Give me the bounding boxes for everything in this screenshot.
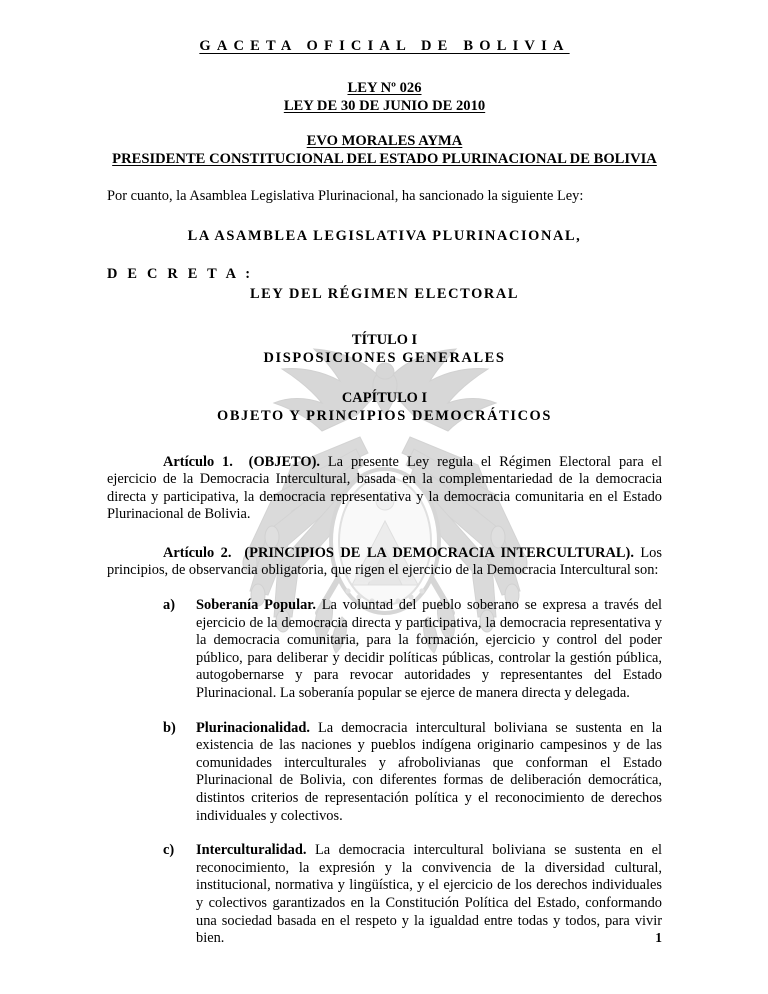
titulo-heading-group: [107, 331, 662, 368]
articulo-2-label: Artículo 2.: [163, 544, 232, 561]
list-item-marker: c): [163, 842, 175, 859]
capitulo-number: CAPÍTULO I: [341, 389, 428, 406]
list-item-marker: b): [163, 719, 176, 736]
president-name: EVO MORALES AYMA: [306, 133, 463, 149]
capitulo-name: OBJETO Y PRINCIPIOS DEMOCRÁTICOS: [217, 408, 552, 424]
masthead-title: GACETA OFICIAL DE BOLIVIA: [199, 38, 570, 54]
list-item-term: Interculturalidad.: [196, 842, 307, 859]
list-item-term: Plurinacionalidad.: [196, 719, 310, 736]
list-item-marker: a): [163, 597, 175, 614]
articulo-1-heading: (OBJETO).: [248, 453, 320, 470]
list-item-text: La voluntad del pueblo soberano se expresa a través del ejercicio de la democracia directa y participativa, la democracia representativa y la democracia comunitaria, para la formación, ejercicio y control del poder público, para deliberar y decidir políticas públicas, controlar la gestión pública, autogobernarse y para revocar autoridades y representantes del Estado Plurinacional. La soberanía popular se ejerce de manera directa y delegada.: [196, 597, 663, 702]
titulo-number: TÍTULO I: [351, 331, 418, 348]
list-item-text: La democracia intercultural boliviana se sustenta en la existencia de las naciones y pueblos indígena originario campesinos y de las comunidades interculturales y afrobolivianas que conforman el Estado Plurinacional de Bolivia, con diferentes formas de deliberación democrática, distintos criterios de representación política y el reconocimiento de derechos individuales y colectivos.: [196, 719, 662, 824]
decreta-row: [107, 266, 662, 286]
list-item: [107, 597, 662, 703]
law-name-heading: LEY DEL RÉGIMEN ELECTORAL: [249, 285, 520, 302]
law-title-block: [107, 79, 662, 168]
assembly-heading: LA ASAMBLEA LEGISLATIVA PLURINACIONAL,: [187, 227, 582, 244]
list-item-term: Soberanía Popular.: [196, 597, 316, 614]
articulo-1-paragraph: [107, 454, 662, 524]
page-number: 1: [655, 930, 662, 945]
law-number: LEY Nº 026: [347, 80, 422, 96]
president-title: PRESIDENTE CONSTITUCIONAL DEL ESTADO PLURINACIONAL DE BOLIVIA: [112, 151, 657, 167]
list-item: [107, 842, 662, 948]
articulo-2-heading: (PRINCIPIOS DE LA DEMOCRACIA INTERCULTURAL).: [244, 544, 634, 561]
articulo-2-paragraph: [107, 545, 662, 580]
articulo-1-body: La presente Ley regula el Régimen Electoral para el ejercicio de la Democracia Intercultural, basada en la complementariedad de la democracia directa y participativa, la democracia representativa y la democracia comunitaria en el Estado Plurinacional de Bolivia.: [107, 453, 662, 523]
list-item-text: La democracia intercultural boliviana se sustenta en el reconocimiento, la expresión y la convivencia de la diversidad cultural, institucional, normativa y lingüística, y el ejercicio de los derechos individuales y colectivos garantizados en la Constitución Política del Estado, conformando una sociedad basada en el respeto y la igualdad entre todas y todos, para vivir bien.: [196, 842, 662, 947]
decreta-label: D E C R E T A :: [107, 265, 254, 282]
principles-list: [107, 597, 662, 948]
titulo-name: DISPOSICIONES GENERALES: [263, 350, 506, 366]
law-date: LEY DE 30 DE JUNIO DE 2010: [283, 98, 486, 114]
articulo-1-label: Artículo 1.: [163, 453, 233, 470]
articulo-2-body: Los principios, de observancia obligatoria, que rigen el ejercicio de la Democracia Intercultural son:: [107, 544, 662, 579]
list-item: [107, 720, 662, 826]
document-content: [107, 0, 662, 948]
capitulo-heading-group: [107, 389, 662, 426]
por-cuanto-paragraph: Por cuanto, la Asamblea Legislativa Plurinacional, ha sancionado la siguiente Ley:: [107, 188, 584, 204]
